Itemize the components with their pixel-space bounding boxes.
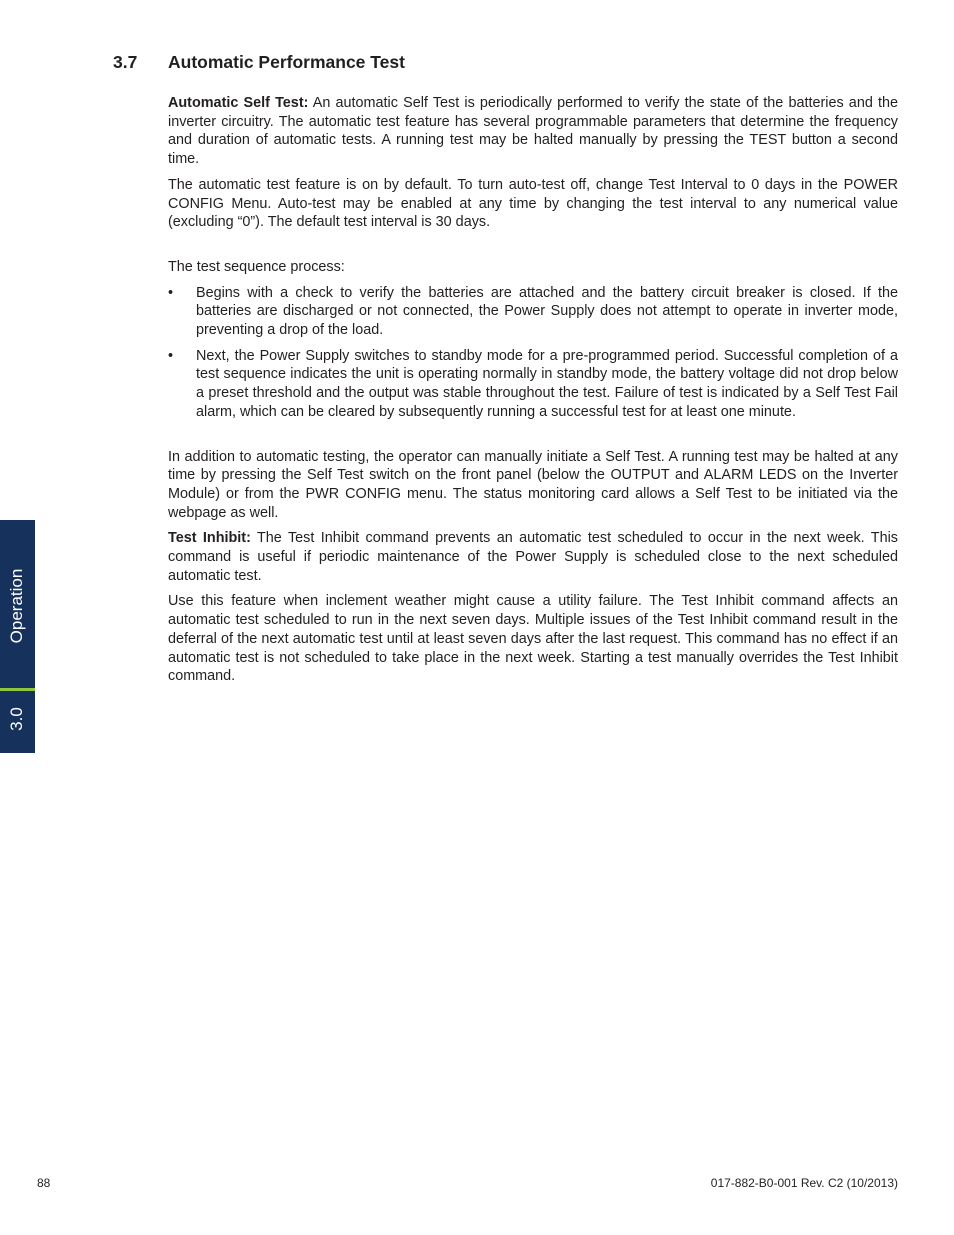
list-item-text: Next, the Power Supply switches to standby mode for a pre-programmed period. Successful completion of a test sequence indicates the unit is operating normally in standby mode, the battery voltage did not drop below a preset threshold and the output was stable throughout the test. Failure of test is indicated by a Self Test Fail alarm, which can be cleared by subsequently running a successful test for at least one minute. [196, 347, 898, 420]
list-item-text: Begins with a check to verify the batteries are attached and the battery circuit breaker is closed. If the batteries are discharged or not connected, the Power Supply does not attempt to operate in inverter mode, preventing a drop of the load. [196, 284, 898, 339]
self-test-text: An automatic Self Test is periodically performed to verify the state of the batteries and the inverter circuitry. The automatic test feature has several programmable parameters that determine the frequency and duration of automatic tests. A running test may be halted manually by pressing the TEST button a second time. [168, 95, 898, 168]
paragraph-self-test [168, 94, 898, 169]
side-tab-section-name: Operation [7, 568, 26, 644]
bullet-glyph: • [168, 284, 174, 301]
paragraph-default-on: The automatic test feature is on by default. To turn auto-test off, change Test Interval to 0 days in the POWER CONFIG Menu. Auto-test may be enabled at any time by changing the test interval to any numerical value (excluding “0”). The default test interval is 30 days. [168, 176, 898, 231]
section-title: Automatic Performance Test [168, 52, 405, 72]
test-inhibit-label: Test Inhibit: [168, 530, 251, 547]
paragraph-manual: In addition to automatic testing, the operator can manually initiate a Self Test. A running test may be halted at any time by pressing the Self Test switch on the front panel (below the OUTPUT and ALARM LEDS on the Inverter Module) or from the PWR CONFIG menu. The status monitoring card allows a Self Test to be initiated via the webpage as well. [168, 448, 898, 521]
section-heading [113, 52, 405, 73]
list-item [168, 347, 898, 422]
section-number: 3.7 [113, 52, 138, 72]
section-side-tab [0, 520, 35, 753]
sequence-intro: The test sequence process: [168, 258, 345, 275]
side-tab-section-number: 3.0 [7, 707, 26, 731]
self-test-label: Automatic Self Test: [168, 95, 309, 111]
bullet-glyph: • [168, 347, 174, 364]
paragraph-test-inhibit [168, 529, 898, 585]
side-tab-divider [0, 688, 35, 691]
page-number: 88 [37, 1176, 51, 1190]
paragraph-inclement: Use this feature when inclement weather might cause a utility failure. The Test Inhibit command affects an automatic test scheduled to run in the next seven days. Multiple issues of the Test Inhibit command result in the deferral of the next automatic test until at least seven days after the last request. This command has no effect if an automatic test is not scheduled to take place in the next week. Starting a test manually overrides the Test Inhibit command. [168, 593, 898, 685]
test-inhibit-text: The Test Inhibit command prevents an automatic test scheduled to occur in the next week. This command is useful if periodic maintenance of the Power Supply is scheduled close to the next scheduled automatic test. [168, 530, 898, 584]
document-id: 017-882-B0-001 Rev. C2 (10/2013) [710, 1176, 898, 1190]
main-content [168, 94, 898, 693]
sequence-list [168, 284, 898, 422]
list-item [168, 284, 898, 340]
